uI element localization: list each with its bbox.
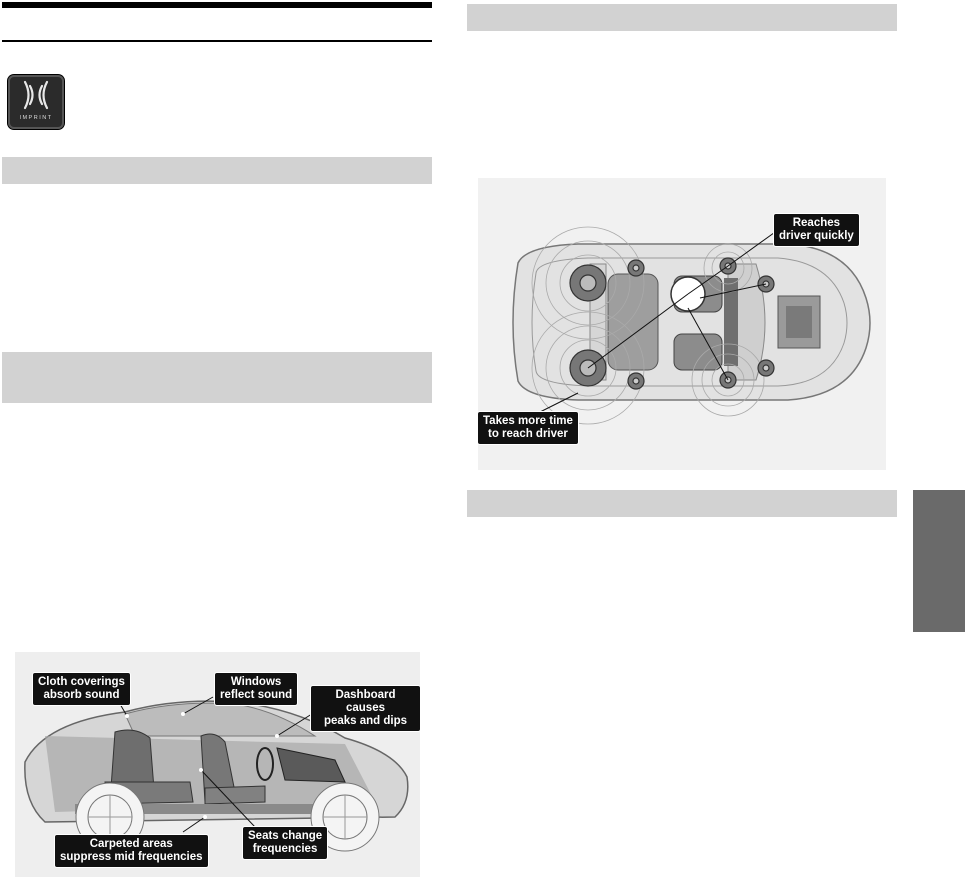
speaker-placement-figure — [478, 178, 886, 470]
callout-cloth-coverings-text: Cloth coverings absorb sound — [38, 676, 125, 701]
callout-carpeted-areas-text: Carpeted areas suppress mid frequencies — [60, 838, 203, 863]
section-bar-2 — [2, 352, 432, 403]
callout-windows — [215, 673, 297, 705]
cabin-acoustics-figure — [15, 652, 420, 877]
callout-reaches-driver — [774, 214, 859, 246]
callout-takes-more-time — [478, 412, 578, 444]
callout-takes-more-time-text: Takes more time to reach driver — [483, 415, 573, 440]
callout-windows-text: Windows reflect sound — [220, 676, 293, 701]
callout-dashboard — [311, 686, 420, 731]
chapter-side-tab — [913, 490, 965, 632]
callout-dashboard-text: Dashboard causes peaks and dips — [323, 689, 408, 727]
header-rule-thin — [2, 40, 432, 42]
header-rule-thick — [2, 2, 432, 8]
callout-carpeted-areas — [55, 835, 208, 867]
section-bar-4 — [467, 490, 897, 517]
callout-reaches-driver-text: Reaches driver quickly — [779, 217, 854, 242]
section-bar-1 — [2, 157, 432, 184]
sound-waves-icon — [8, 75, 64, 115]
imprint-logo — [8, 75, 64, 129]
callout-seats — [243, 827, 327, 859]
callout-seats-text: Seats change frequencies — [248, 830, 323, 855]
callout-cloth-coverings — [33, 673, 130, 705]
section-bar-3 — [467, 4, 897, 31]
imprint-logo-label: IMPRINT — [19, 115, 53, 121]
